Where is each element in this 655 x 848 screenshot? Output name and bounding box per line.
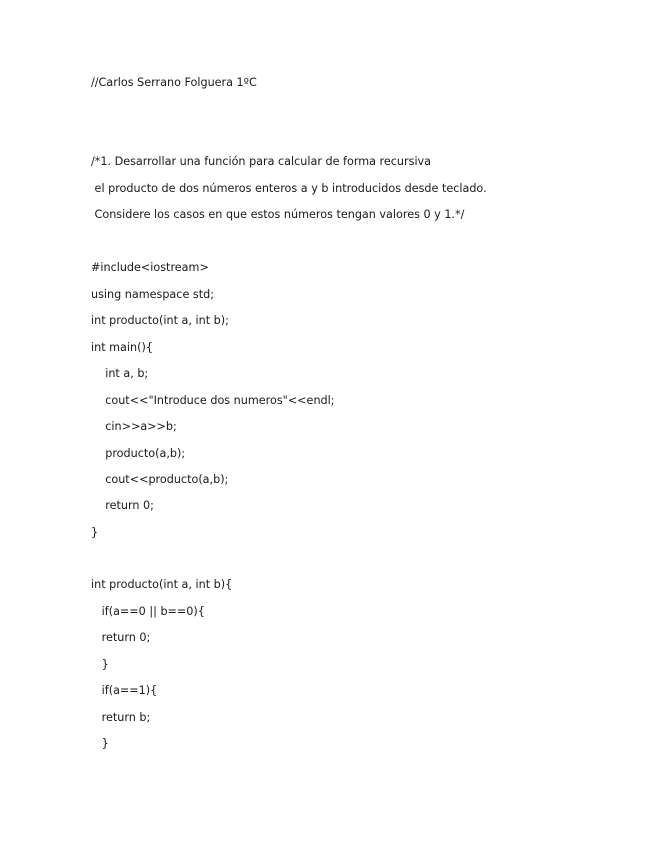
comment-line: Considere los casos en que estos números tengan valores 0 y 1.*/ bbox=[91, 208, 465, 221]
code-line: } bbox=[91, 526, 99, 539]
comment-line: /*1. Desarrollar una función para calcular de forma recursiva bbox=[91, 155, 432, 168]
author-line: //Carlos Serrano Folguera 1ºC bbox=[91, 76, 257, 89]
code-line: cin>>a>>b; bbox=[91, 420, 177, 433]
code-line: if(a==0 || b==0){ bbox=[91, 605, 205, 618]
code-line-prototype: int producto(int a, int b); bbox=[91, 314, 229, 327]
code-line: return 0; bbox=[91, 631, 151, 644]
code-line: } bbox=[91, 737, 109, 750]
comment-line: el producto de dos números enteros a y b introducidos desde teclado. bbox=[91, 182, 487, 195]
code-line: if(a==1){ bbox=[91, 684, 158, 697]
code-line: return b; bbox=[91, 711, 151, 724]
code-line: return 0; bbox=[91, 499, 154, 512]
code-line: cout<<"Introduce dos numeros"<<endl; bbox=[91, 394, 335, 407]
code-line-include: #include<iostream> bbox=[91, 261, 209, 274]
code-line: } bbox=[91, 658, 109, 671]
code-line: int a, b; bbox=[91, 367, 149, 380]
code-line-main: int main(){ bbox=[91, 341, 153, 354]
code-line-namespace: using namespace std; bbox=[91, 288, 214, 301]
code-line: producto(a,b); bbox=[91, 447, 186, 460]
code-line: cout<<producto(a,b); bbox=[91, 473, 229, 486]
code-line-function: int producto(int a, int b){ bbox=[91, 578, 233, 591]
